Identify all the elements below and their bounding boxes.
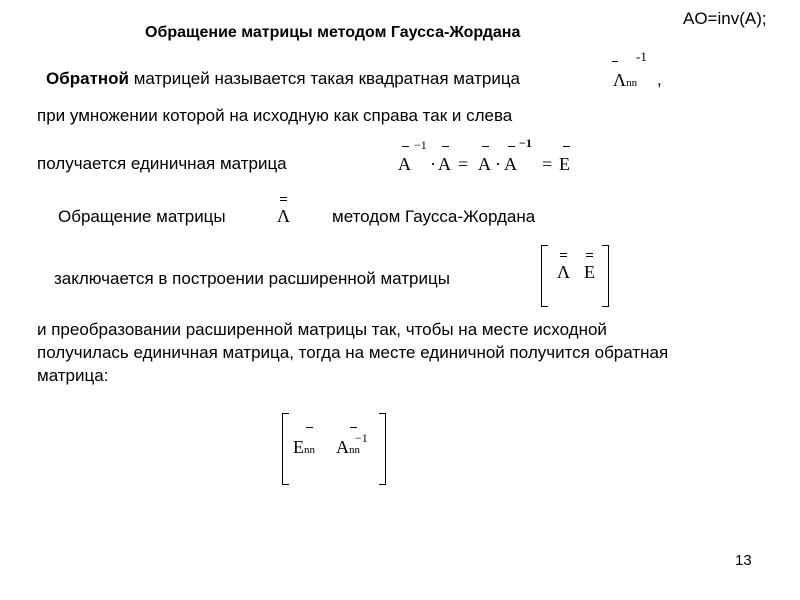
double-overbar-top: [280, 197, 287, 198]
inversion-line-right: методом Гаусса-Жордана: [332, 207, 536, 226]
slide-title: Обращение матрицы методом Гаусса-Жордана: [145, 24, 521, 41]
overbar: [350, 427, 357, 428]
eq-a2: A: [438, 154, 451, 174]
augmented-line: заключается в построении расширенной матрицы: [54, 269, 450, 288]
eq-equals1: =: [458, 154, 469, 174]
double-overbar-top: [560, 253, 567, 254]
left-bracket: [541, 245, 548, 307]
trailing-comma: ,: [657, 70, 662, 89]
overbar: [508, 146, 515, 147]
definition-bold-word: Обратной: [46, 69, 129, 88]
result-a: Ann: [336, 437, 360, 457]
eq-a3: A: [478, 154, 491, 174]
eq-inv2: −1: [519, 136, 532, 150]
multiplication-line: при умножении которой на исходную как справа так и слева: [37, 106, 513, 125]
eq-dot1: ·: [430, 154, 436, 174]
eq-inv1: −1: [414, 138, 427, 152]
double-overbar-bottom: [560, 256, 567, 257]
double-overbar-top: [586, 253, 593, 254]
eq-a4: A: [504, 154, 517, 174]
explanation-paragraph: и преобразовании расширенной матрицы так, чтобы на месте исходной получилась единичная матрица, тогда на месте единичной получится обратная матрица:: [37, 320, 669, 385]
double-overbar-bottom: [586, 256, 593, 257]
overbar: [482, 146, 489, 147]
right-bracket: [379, 413, 386, 485]
overbar: [402, 146, 409, 147]
definition-line: [46, 69, 520, 89]
augmented-right: E: [584, 262, 595, 282]
inverse-superscript: -1: [636, 49, 647, 64]
corner-code: AO=inv(A);: [683, 9, 767, 28]
inversion-symbol: Λ: [277, 206, 291, 226]
definition-text: матрицей называется такая квадратная матрица: [129, 69, 521, 88]
inverse-matrix-symbol: Λnn: [613, 70, 638, 90]
eq-e: E: [559, 154, 570, 174]
page-number: 13: [735, 552, 752, 569]
overbar: [442, 146, 449, 147]
eq-a1: A: [398, 154, 411, 174]
inversion-line-left: Обращение матрицы: [58, 207, 226, 226]
eq-equals2: =: [542, 154, 553, 174]
left-bracket: [282, 413, 289, 485]
right-bracket: [602, 245, 609, 307]
augmented-left: Λ: [557, 262, 571, 282]
identity-line: получается единичная матрица: [37, 154, 287, 173]
result-a-sup: −1: [355, 431, 368, 445]
double-overbar-bottom: [280, 200, 287, 201]
result-e: Enn: [293, 437, 315, 457]
eq-dot2: ·: [495, 154, 501, 174]
overbar: [306, 427, 313, 428]
overbar: [612, 61, 618, 62]
overbar: [563, 146, 570, 147]
